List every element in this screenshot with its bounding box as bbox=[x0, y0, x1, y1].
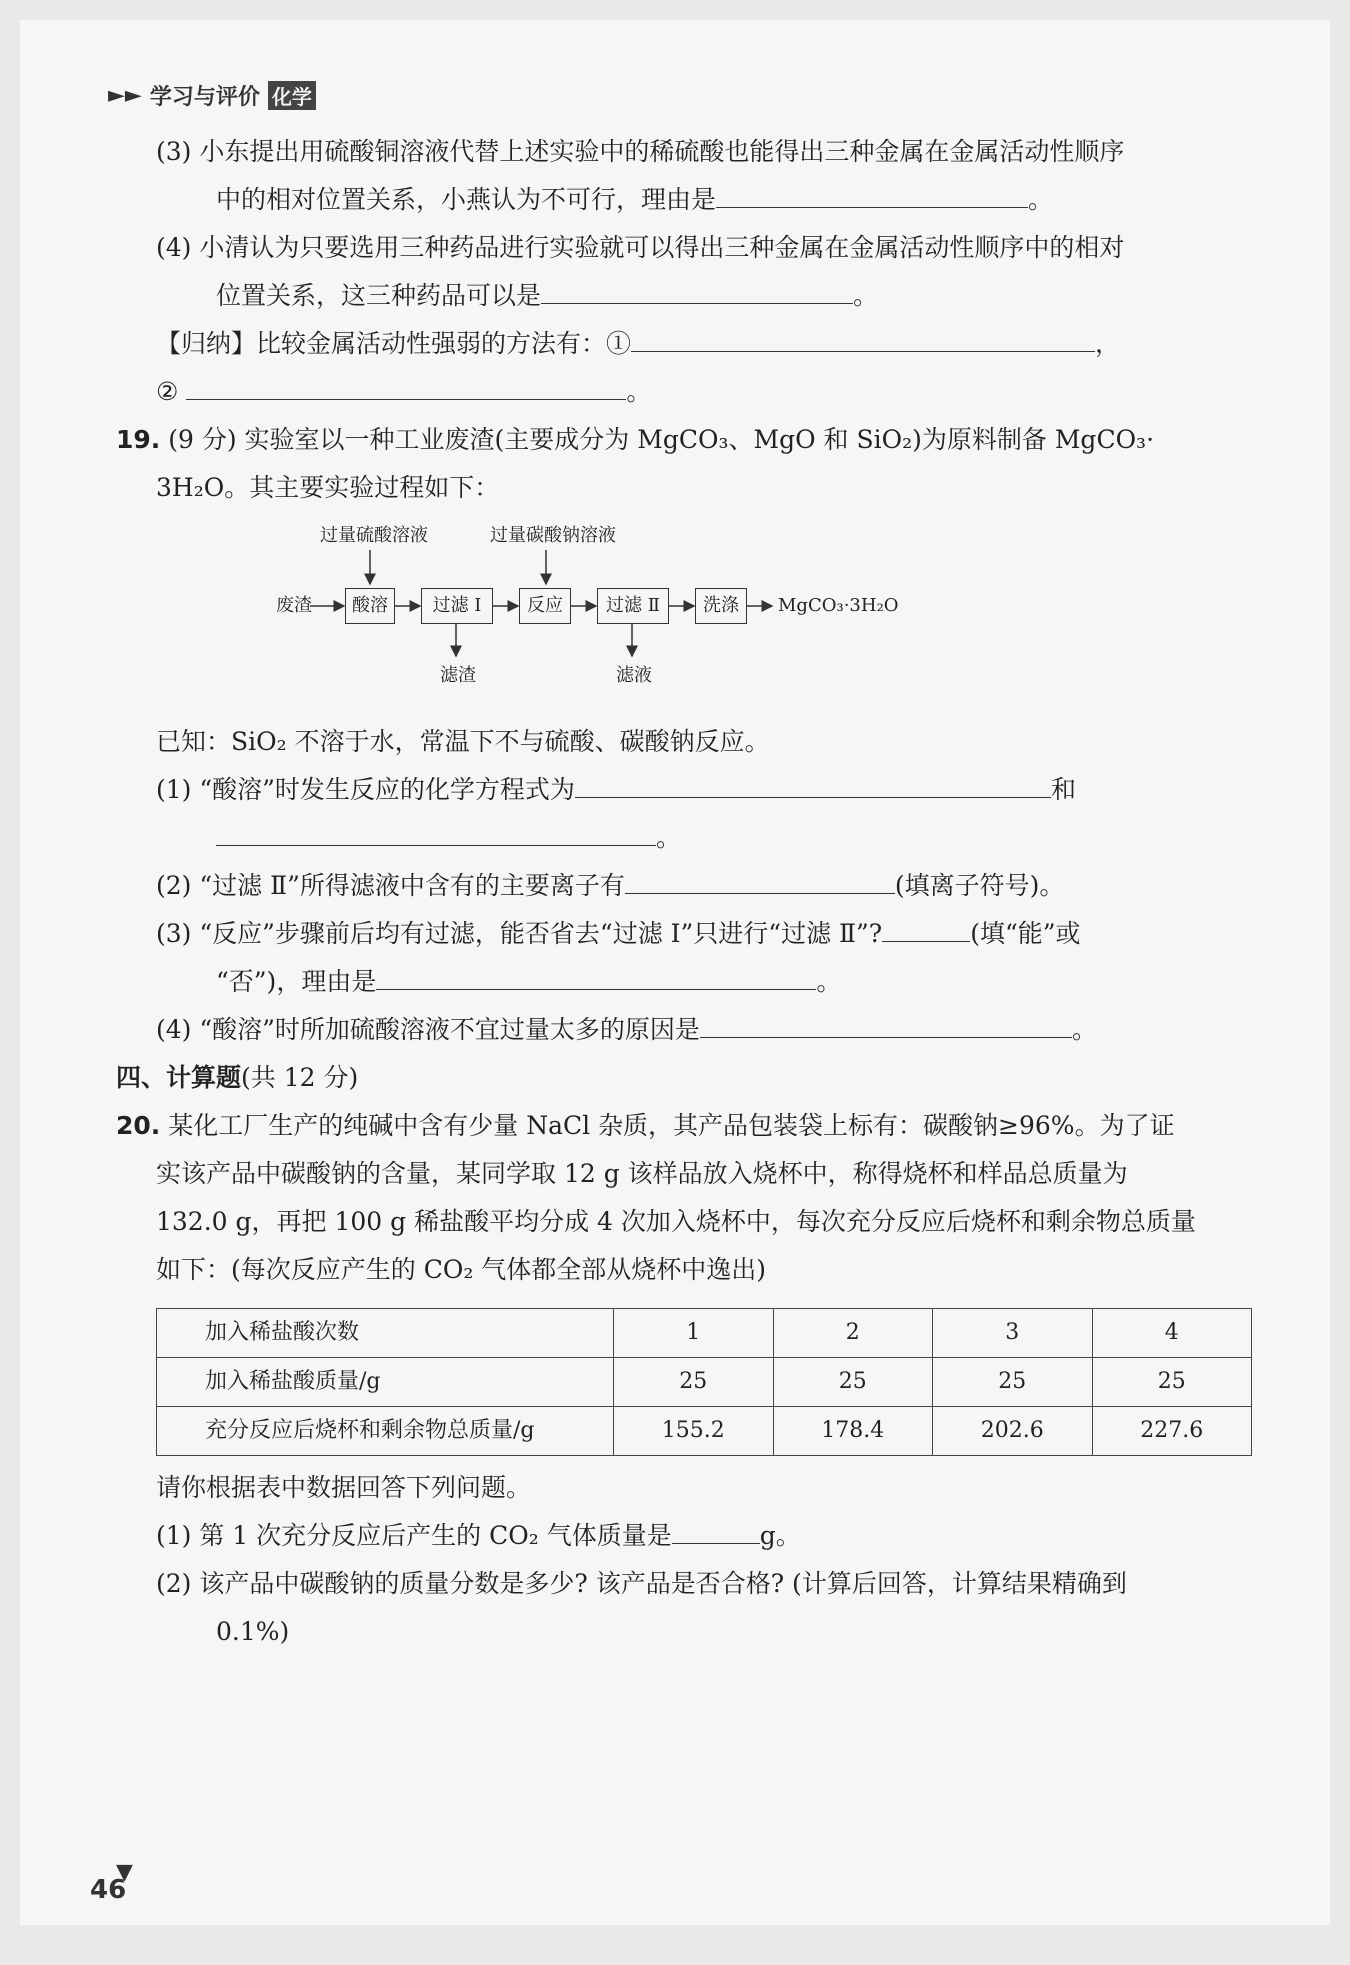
data-table bbox=[156, 1308, 1252, 1456]
table-cell: 178.4 bbox=[773, 1407, 933, 1456]
header-title: 学习与评价 bbox=[149, 85, 260, 110]
table-cell: 227.6 bbox=[1092, 1407, 1252, 1456]
q20-line1: 20. 某化工厂生产的纯碱中含有少量 NaCl 杂质，其产品包装袋上标有：碳酸钠≥96%。为了证 bbox=[116, 1111, 1175, 1140]
q20-line3: 132.0 g，再把 100 g 稀盐酸平均分成 4 次加入烧杯中，每次充分反应后烧杯和剩余物总质量 bbox=[156, 1207, 1196, 1236]
table-cell: 3 bbox=[933, 1309, 1093, 1358]
table-cell: 25 bbox=[1092, 1358, 1252, 1407]
q19-part1-line2: 。 bbox=[116, 814, 1286, 862]
table-cell: 25 bbox=[614, 1358, 774, 1407]
reagent-label: 过量碳酸钠溶液 bbox=[490, 525, 616, 546]
main-content bbox=[116, 128, 1286, 1656]
row-label: 加入稀盐酸质量/g bbox=[157, 1358, 614, 1407]
table-cell: 2 bbox=[773, 1309, 933, 1358]
page-number: 46 bbox=[90, 1875, 127, 1905]
answer-blank[interactable] bbox=[631, 321, 1095, 352]
table-cell: 4 bbox=[1092, 1309, 1252, 1358]
table-row bbox=[157, 1358, 1252, 1407]
flow-step-box: 洗涤 bbox=[695, 588, 747, 624]
answer-blank[interactable] bbox=[625, 863, 895, 894]
question-number: 19. bbox=[116, 425, 161, 454]
flow-product-label: MgCO₃·3H₂O bbox=[778, 595, 899, 616]
table-cell: 202.6 bbox=[933, 1407, 1093, 1456]
answer-blank[interactable] bbox=[575, 767, 1051, 798]
q18-part4-line2: 位置关系，这三种药品可以是 。 bbox=[116, 272, 1286, 320]
q19-part1-line1: (1) “酸溶”时发生反应的化学方程式为 和 bbox=[116, 766, 1286, 814]
answer-blank[interactable] bbox=[700, 1007, 1072, 1038]
table-row bbox=[157, 1309, 1252, 1358]
q20-part2-line1: (2) 该产品中碳酸钠的质量分数是多少? 该产品是否合格? (计算后回答，计算结果精确到 bbox=[156, 1569, 1127, 1598]
q18-summary-line1: 【归纳】比较金属活动性强弱的方法有：① ， bbox=[116, 320, 1286, 368]
flow-step-box: 过滤 Ⅰ bbox=[421, 588, 493, 624]
answer-blank[interactable] bbox=[716, 177, 1028, 208]
process-flow-diagram bbox=[116, 518, 1286, 718]
table-cell: 25 bbox=[773, 1358, 933, 1407]
page bbox=[20, 20, 1330, 1925]
q19-part4: (4) “酸溶”时所加硫酸溶液不宜过量太多的原因是 。 bbox=[116, 1006, 1286, 1054]
q19-part3-line2: “否”)，理由是 。 bbox=[116, 958, 1286, 1006]
flow-step-box: 酸溶 bbox=[345, 588, 395, 624]
q19-part2: (2) “过滤 Ⅱ”所得滤液中含有的主要离子有 (填离子符号)。 bbox=[116, 862, 1286, 910]
q18-part3-line1: (3) 小东提出用硫酸铜溶液代替上述实验中的稀硫酸也能得出三种金属在金属活动性顺序 bbox=[156, 137, 1125, 166]
q20-ask: 请你根据表中数据回答下列问题。 bbox=[156, 1473, 532, 1502]
q19-known: 已知：SiO₂ 不溶于水，常温下不与硫酸、碳酸钠反应。 bbox=[156, 727, 770, 756]
answer-blank[interactable] bbox=[216, 815, 656, 846]
row-label: 加入稀盐酸次数 bbox=[157, 1309, 614, 1358]
answer-blank[interactable] bbox=[541, 273, 853, 304]
q18-summary-line2: ② 。 bbox=[116, 368, 1286, 416]
answer-blank[interactable] bbox=[186, 369, 626, 400]
section-heading: 四、计算题(共 12 分) bbox=[116, 1063, 359, 1092]
flow-step-box: 反应 bbox=[519, 588, 571, 624]
table-cell: 25 bbox=[933, 1358, 1093, 1407]
q20-part2-line2: 0.1%) bbox=[216, 1617, 290, 1646]
answer-blank[interactable] bbox=[882, 911, 970, 942]
flow-step-box: 过滤 Ⅱ bbox=[597, 588, 669, 624]
q20-line4: 如下：(每次反应产生的 CO₂ 气体都全部从烧杯中逸出) bbox=[156, 1255, 767, 1284]
table-cell: 1 bbox=[614, 1309, 774, 1358]
page-corner-triangle-icon: ▼ bbox=[116, 1860, 133, 1885]
flow-output-label: 滤液 bbox=[616, 665, 652, 686]
double-arrow-icon: ►► bbox=[108, 83, 142, 108]
q18-part3-line2: 中的相对位置关系，小燕认为不可行，理由是 。 bbox=[116, 176, 1286, 224]
running-header bbox=[108, 80, 316, 111]
q20-line2: 实该产品中碳酸钠的含量，某同学取 12 g 该样品放入烧杯中，称得烧杯和样品总质量为 bbox=[156, 1159, 1128, 1188]
table-cell: 155.2 bbox=[614, 1407, 774, 1456]
flow-start-label: 废渣 bbox=[276, 595, 312, 616]
q20-part1: (1) 第 1 次充分反应后产生的 CO₂ 气体质量是 g。 bbox=[116, 1512, 1286, 1560]
q19-intro-line2: 3H₂O。其主要实验过程如下： bbox=[156, 473, 500, 502]
subject-badge: 化学 bbox=[268, 81, 316, 110]
reagent-label: 过量硫酸溶液 bbox=[320, 525, 428, 546]
row-label: 充分反应后烧杯和剩余物总质量/g bbox=[157, 1407, 614, 1456]
answer-blank[interactable] bbox=[376, 959, 816, 990]
q18-part4-line1: (4) 小清认为只要选用三种药品进行实验就可以得出三种金属在金属活动性顺序中的相对 bbox=[156, 233, 1125, 262]
answer-blank[interactable] bbox=[672, 1513, 760, 1544]
table-row bbox=[157, 1407, 1252, 1456]
q19-intro-line1: 19. (9 分) 实验室以一种工业废渣(主要成分为 MgCO₃、MgO 和 SiO₂)为原料制备 MgCO₃· bbox=[116, 425, 1155, 454]
flow-output-label: 滤渣 bbox=[440, 665, 476, 686]
q19-part3-line1: (3) “反应”步骤前后均有过滤，能否省去“过滤 Ⅰ”只进行“过滤 Ⅱ”? (填“能”或 bbox=[116, 910, 1286, 958]
question-number: 20. bbox=[116, 1111, 161, 1140]
